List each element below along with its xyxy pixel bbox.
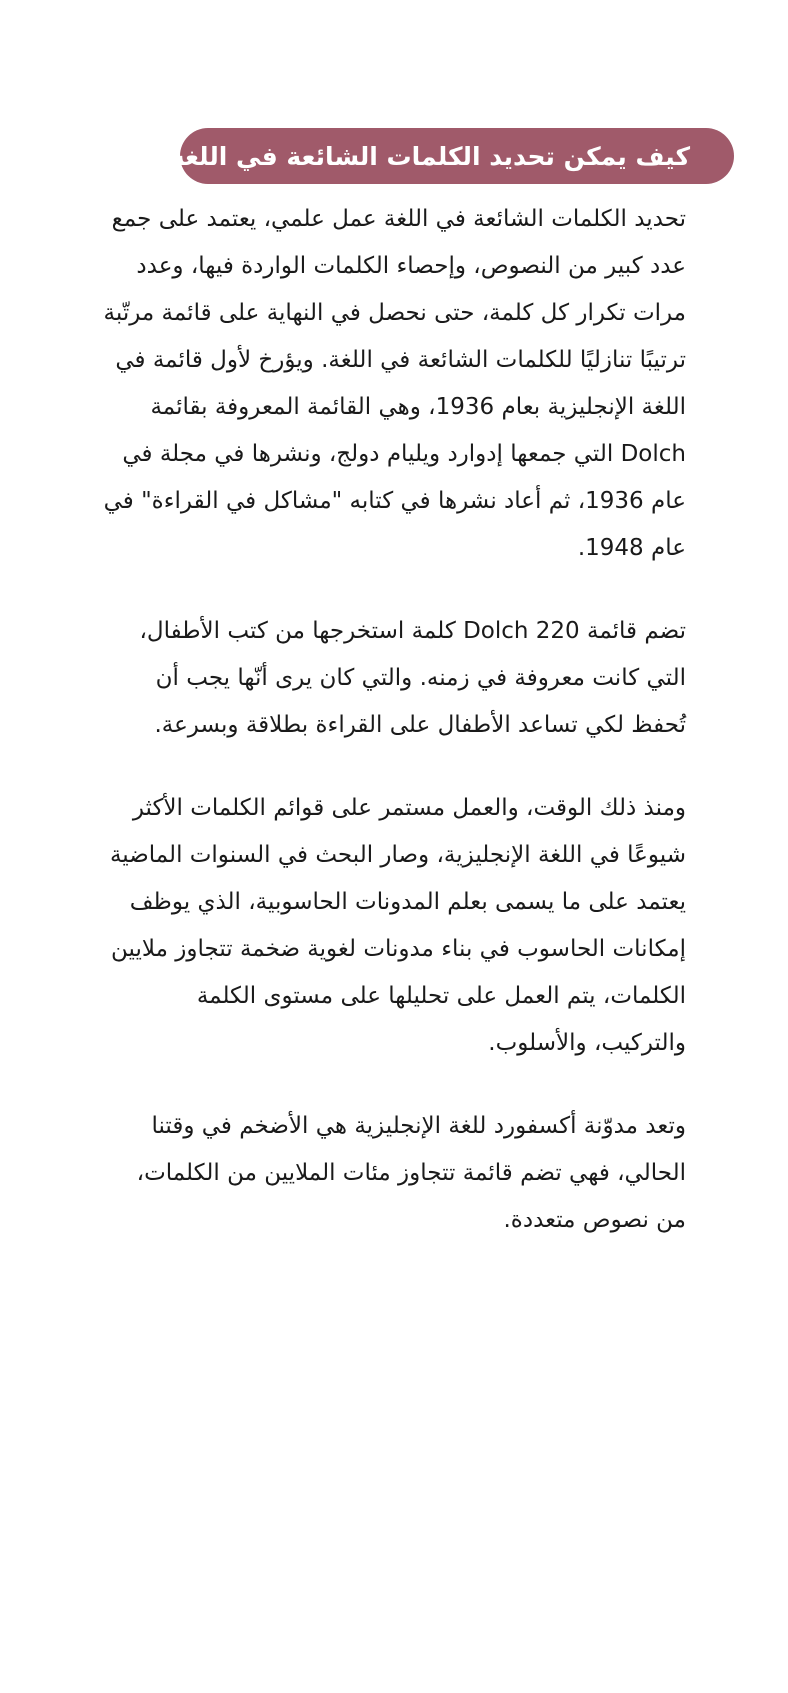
paragraph-4: وتعد مدوّنة أكسفورد للغة الإنجليزية هي الأضخم في وقتنا الحالي، فهي تضم قائمة تتجاوز مئات الملايين من الكلمات، من نصوص متعددة. — [136, 1113, 686, 1233]
body-text — [100, 196, 686, 1280]
paragraph-2: تضم قائمة Dolch 220 كلمة استخرجها من كتب الأطفال، التي كانت معروفة في زمنه. والتي كان يرى أنّها يجب أن تُحفظ لكي تساعد الأطفال على القراءة بطلاقة وبسرعة. — [139, 618, 686, 738]
section-heading-banner — [155, 128, 734, 184]
paragraph-1: تحديد الكلمات الشائعة في اللغة عمل علمي، يعتمد على جمع عدد كبير من النصوص، وإحصاء الكلمات الواردة فيها، وعدد مرات تكرار كل كلمة، حتى نحصل في النهاية على قائمة مرتّبة ترتيبًا تنازليًا للكلمات الشائعة في اللغة. ويؤرخ لأول قائمة في اللغة الإنجليزية بعام 1936، وهي القائمة المعروفة بقائمة Dolch التي جمعها إدوارد ويليام دولج، ونشرها في مجلة في عام 1936، ثم أعاد نشرها في كتابه "مشاكل في القراءة" في عام 1948. — [103, 206, 686, 561]
paragraph-3: ومنذ ذلك الوقت، والعمل مستمر على قوائم الكلمات الأكثر شيوعًا في اللغة الإنجليزية، وصار البحث في السنوات الماضية يعتمد على ما يسمى بعلم المدونات الحاسوبية، الذي يوظف إمكانات الحاسوب في بناء مدونات لغوية ضخمة تتجاوز ملايين الكلمات، يتم العمل على تحليلها على مستوى الكلمة والتركيب، والأسلوب. — [109, 795, 686, 1056]
section-title: كيف يمكن تحديد الكلمات الشائعة في اللغة؟ — [155, 141, 690, 171]
